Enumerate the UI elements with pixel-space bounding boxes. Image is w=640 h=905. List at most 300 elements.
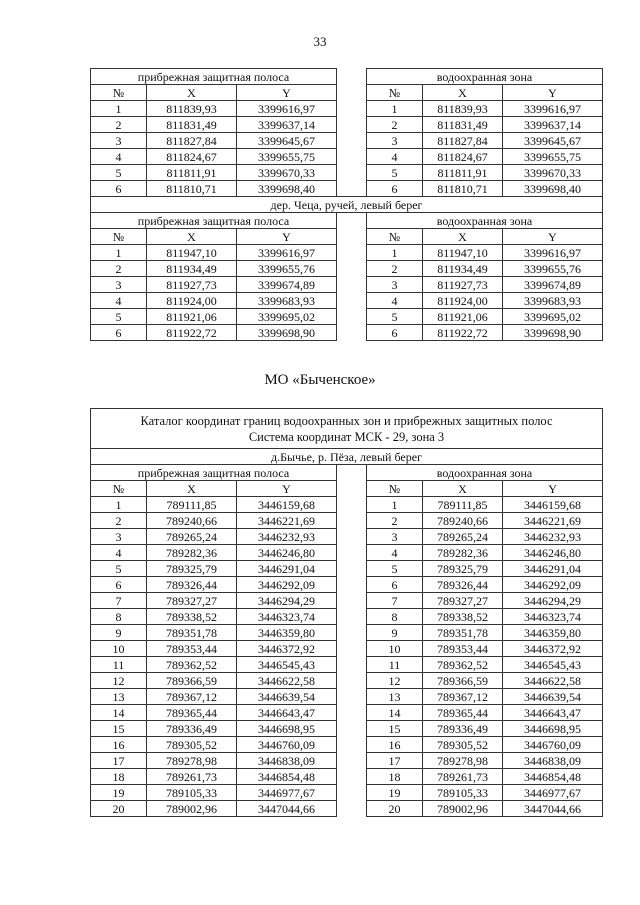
zone-header-row xyxy=(91,69,603,85)
y-value: 3446643,47 xyxy=(503,705,603,721)
row-number: 5 xyxy=(91,561,147,577)
column-gap xyxy=(337,325,367,341)
table-row xyxy=(91,561,603,577)
column-gap xyxy=(337,481,367,497)
x-value: 811947,10 xyxy=(423,245,503,261)
table-row xyxy=(91,801,603,817)
column-gap xyxy=(337,609,367,625)
table-row xyxy=(91,769,603,785)
row-number: 2 xyxy=(367,261,423,277)
row-number: 2 xyxy=(91,261,147,277)
row-number: 6 xyxy=(91,577,147,593)
x-value: 789105,33 xyxy=(423,785,503,801)
x-value: 789365,44 xyxy=(423,705,503,721)
catalog-title-line2: Система координат МСК - 29, зона 3 xyxy=(248,430,445,444)
row-number: 6 xyxy=(367,577,423,593)
row-number: 5 xyxy=(367,561,423,577)
row-number: 8 xyxy=(91,609,147,625)
y-header: Y xyxy=(237,85,337,101)
buffer-strip-header: прибрежная защитная полоса xyxy=(91,465,337,481)
x-value: 789105,33 xyxy=(147,785,237,801)
table-row xyxy=(91,625,603,641)
y-value: 3399645,67 xyxy=(503,133,603,149)
buffer-strip-header: прибрежная защитная полоса xyxy=(91,213,337,229)
x-value: 789362,52 xyxy=(423,657,503,673)
table-row xyxy=(91,657,603,673)
column-header-row xyxy=(91,481,603,497)
y-value: 3399637,14 xyxy=(503,117,603,133)
y-value: 3399616,97 xyxy=(237,101,337,117)
row-number: 16 xyxy=(367,737,423,753)
x-value: 811927,73 xyxy=(147,277,237,293)
x-value: 789278,98 xyxy=(147,753,237,769)
row-number: 3 xyxy=(367,529,423,545)
x-value: 789367,12 xyxy=(147,689,237,705)
y-value: 3399674,89 xyxy=(237,277,337,293)
column-gap xyxy=(337,229,367,245)
x-value: 789305,52 xyxy=(423,737,503,753)
table-row xyxy=(91,117,603,133)
y-value: 3446291,04 xyxy=(503,561,603,577)
table-row xyxy=(91,101,603,117)
row-number: 1 xyxy=(367,101,423,117)
y-value: 3399616,97 xyxy=(237,245,337,261)
x-value: 811922,72 xyxy=(423,325,503,341)
row-number: 8 xyxy=(367,609,423,625)
table-row xyxy=(91,705,603,721)
x-value: 811924,00 xyxy=(147,293,237,309)
table-row xyxy=(91,513,603,529)
y-value: 3446639,54 xyxy=(237,689,337,705)
table-row xyxy=(91,497,603,513)
column-gap xyxy=(337,545,367,561)
row-number: 1 xyxy=(367,497,423,513)
row-number: 9 xyxy=(367,625,423,641)
row-number: 3 xyxy=(367,277,423,293)
column-gap xyxy=(337,213,367,229)
x-header: X xyxy=(147,229,237,245)
column-gap xyxy=(337,529,367,545)
row-number: 19 xyxy=(91,785,147,801)
catalog-title-line1: Каталог координат границ водоохранных зон и прибрежных защитных полос xyxy=(140,414,553,428)
num-header: № xyxy=(367,229,423,245)
column-gap xyxy=(337,721,367,737)
row-number: 4 xyxy=(91,149,147,165)
row-number: 4 xyxy=(367,293,423,309)
y-value: 3446246,80 xyxy=(237,545,337,561)
table-row xyxy=(91,165,603,181)
table-body xyxy=(91,409,603,817)
column-gap xyxy=(337,641,367,657)
row-number: 2 xyxy=(367,117,423,133)
row-number: 4 xyxy=(367,545,423,561)
x-value: 789240,66 xyxy=(147,513,237,529)
row-number: 2 xyxy=(91,513,147,529)
y-value: 3446359,80 xyxy=(503,625,603,641)
y-value: 3399683,93 xyxy=(503,293,603,309)
row-number: 4 xyxy=(367,149,423,165)
y-value: 3446854,48 xyxy=(503,769,603,785)
column-gap xyxy=(337,149,367,165)
x-header: X xyxy=(423,85,503,101)
x-value: 789365,44 xyxy=(147,705,237,721)
x-value: 789111,85 xyxy=(423,497,503,513)
table-row xyxy=(91,245,603,261)
num-header: № xyxy=(91,85,147,101)
column-gap xyxy=(337,245,367,261)
x-value: 789327,27 xyxy=(423,593,503,609)
column-gap xyxy=(337,465,367,481)
x-value: 811924,00 xyxy=(423,293,503,309)
x-value: 789326,44 xyxy=(423,577,503,593)
y-value: 3399670,33 xyxy=(237,165,337,181)
table-row xyxy=(91,721,603,737)
water-zone-header: водоохранная зона xyxy=(367,213,603,229)
x-value: 789282,36 xyxy=(147,545,237,561)
x-value: 811811,91 xyxy=(147,165,237,181)
x-value: 811811,91 xyxy=(423,165,503,181)
row-number: 6 xyxy=(91,325,147,341)
y-value: 3446643,47 xyxy=(237,705,337,721)
buffer-strip-header: прибрежная защитная полоса xyxy=(91,69,337,85)
row-number: 3 xyxy=(91,277,147,293)
x-value: 811934,49 xyxy=(423,261,503,277)
x-value: 789002,96 xyxy=(423,801,503,817)
row-number: 18 xyxy=(91,769,147,785)
column-gap xyxy=(337,101,367,117)
x-value: 789336,49 xyxy=(423,721,503,737)
row-number: 2 xyxy=(367,513,423,529)
x-value: 789338,52 xyxy=(423,609,503,625)
location-label: дер. Чеца, ручей, левый берег xyxy=(91,197,603,213)
row-number: 11 xyxy=(91,657,147,673)
table-row xyxy=(91,689,603,705)
row-number: 1 xyxy=(367,245,423,261)
num-header: № xyxy=(367,481,423,497)
row-number: 12 xyxy=(367,673,423,689)
table-row xyxy=(91,609,603,625)
y-value: 3399698,90 xyxy=(237,325,337,341)
column-gap xyxy=(337,801,367,817)
zone-header-row xyxy=(91,213,603,229)
y-header: Y xyxy=(503,229,603,245)
row-number: 9 xyxy=(91,625,147,641)
y-value: 3446159,68 xyxy=(503,497,603,513)
y-value: 3446639,54 xyxy=(503,689,603,705)
row-number: 6 xyxy=(367,181,423,197)
row-number: 5 xyxy=(91,309,147,325)
y-value: 3447044,66 xyxy=(503,801,603,817)
table-row xyxy=(91,261,603,277)
num-header: № xyxy=(91,481,147,497)
row-number: 1 xyxy=(91,101,147,117)
x-header: X xyxy=(423,481,503,497)
x-value: 789265,24 xyxy=(147,529,237,545)
column-gap xyxy=(337,593,367,609)
table-row xyxy=(91,149,603,165)
row-number: 3 xyxy=(91,529,147,545)
y-value: 3446221,69 xyxy=(503,513,603,529)
column-header-row xyxy=(91,229,603,245)
row-number: 10 xyxy=(91,641,147,657)
table-row xyxy=(91,309,603,325)
location-row xyxy=(91,449,603,465)
x-value: 811839,93 xyxy=(147,101,237,117)
column-gap xyxy=(337,561,367,577)
y-header: Y xyxy=(503,85,603,101)
x-value: 789002,96 xyxy=(147,801,237,817)
column-gap xyxy=(337,69,367,85)
y-value: 3446294,29 xyxy=(237,593,337,609)
row-number: 6 xyxy=(91,181,147,197)
x-value: 789265,24 xyxy=(423,529,503,545)
row-number: 5 xyxy=(367,309,423,325)
x-header: X xyxy=(423,229,503,245)
y-value: 3446292,09 xyxy=(503,577,603,593)
y-value: 3446977,67 xyxy=(237,785,337,801)
column-gap xyxy=(337,165,367,181)
y-value: 3399655,75 xyxy=(237,149,337,165)
table-row xyxy=(91,577,603,593)
table-body xyxy=(91,69,603,341)
row-number: 20 xyxy=(367,801,423,817)
column-gap xyxy=(337,785,367,801)
row-number: 1 xyxy=(91,245,147,261)
y-value: 3446291,04 xyxy=(237,561,337,577)
row-number: 14 xyxy=(367,705,423,721)
y-value: 3399695,02 xyxy=(503,309,603,325)
y-value: 3446292,09 xyxy=(237,577,337,593)
x-value: 811927,73 xyxy=(423,277,503,293)
column-gap xyxy=(337,277,367,293)
y-value: 3447044,66 xyxy=(237,801,337,817)
y-value: 3446698,95 xyxy=(503,721,603,737)
x-value: 811934,49 xyxy=(147,261,237,277)
row-number: 20 xyxy=(91,801,147,817)
row-number: 1 xyxy=(91,497,147,513)
row-number: 10 xyxy=(367,641,423,657)
column-gap xyxy=(337,769,367,785)
table-row xyxy=(91,737,603,753)
y-value: 3446323,74 xyxy=(503,609,603,625)
table-row xyxy=(91,753,603,769)
row-number: 16 xyxy=(91,737,147,753)
x-value: 811810,71 xyxy=(423,181,503,197)
y-value: 3446622,58 xyxy=(237,673,337,689)
table-row xyxy=(91,277,603,293)
column-gap xyxy=(337,577,367,593)
column-gap xyxy=(337,689,367,705)
y-value: 3399655,76 xyxy=(503,261,603,277)
y-value: 3399637,14 xyxy=(237,117,337,133)
column-gap xyxy=(337,85,367,101)
y-value: 3446246,80 xyxy=(503,545,603,561)
row-number: 14 xyxy=(91,705,147,721)
row-number: 4 xyxy=(91,293,147,309)
x-value: 789261,73 xyxy=(147,769,237,785)
x-value: 811839,93 xyxy=(423,101,503,117)
x-value: 811831,49 xyxy=(147,117,237,133)
row-number: 17 xyxy=(367,753,423,769)
y-value: 3399655,75 xyxy=(503,149,603,165)
x-value: 811824,67 xyxy=(147,149,237,165)
column-gap xyxy=(337,673,367,689)
x-header: X xyxy=(147,481,237,497)
y-value: 3446698,95 xyxy=(237,721,337,737)
table-row xyxy=(91,593,603,609)
column-gap xyxy=(337,309,367,325)
row-number: 11 xyxy=(367,657,423,673)
row-number: 7 xyxy=(367,593,423,609)
x-value: 789367,12 xyxy=(423,689,503,705)
column-gap xyxy=(337,705,367,721)
column-gap xyxy=(337,497,367,513)
x-value: 811824,67 xyxy=(423,149,503,165)
x-value: 789366,59 xyxy=(147,673,237,689)
x-value: 811947,10 xyxy=(147,245,237,261)
catalog-title xyxy=(91,409,603,449)
y-value: 3446323,74 xyxy=(237,609,337,625)
y-value: 3446545,43 xyxy=(237,657,337,673)
x-value: 811921,06 xyxy=(147,309,237,325)
row-number: 18 xyxy=(367,769,423,785)
y-value: 3446622,58 xyxy=(503,673,603,689)
x-value: 789351,78 xyxy=(147,625,237,641)
x-value: 811831,49 xyxy=(423,117,503,133)
location-label: д.Бычье, р. Пёза, левый берег xyxy=(91,449,603,465)
row-number: 13 xyxy=(91,689,147,705)
x-value: 789353,44 xyxy=(147,641,237,657)
water-zone-header: водоохранная зона xyxy=(367,69,603,85)
column-gap xyxy=(337,261,367,277)
num-header: № xyxy=(367,85,423,101)
row-number: 5 xyxy=(91,165,147,181)
table-row xyxy=(91,529,603,545)
column-gap xyxy=(337,293,367,309)
column-gap xyxy=(337,753,367,769)
x-value: 789282,36 xyxy=(423,545,503,561)
column-gap xyxy=(337,181,367,197)
y-value: 3446359,80 xyxy=(237,625,337,641)
table-row xyxy=(91,293,603,309)
y-value: 3399655,76 xyxy=(237,261,337,277)
coordinates-table-chetsa xyxy=(90,68,603,341)
row-number: 15 xyxy=(91,721,147,737)
y-value: 3399698,40 xyxy=(237,181,337,197)
x-value: 789351,78 xyxy=(423,625,503,641)
row-number: 19 xyxy=(367,785,423,801)
y-value: 3399674,89 xyxy=(503,277,603,293)
column-gap xyxy=(337,657,367,673)
x-value: 811827,84 xyxy=(423,133,503,149)
y-value: 3446760,09 xyxy=(503,737,603,753)
x-value: 811921,06 xyxy=(423,309,503,325)
y-value: 3399670,33 xyxy=(503,165,603,181)
page-number: 33 xyxy=(313,34,327,49)
column-gap xyxy=(337,117,367,133)
x-header: X xyxy=(147,85,237,101)
x-value: 789336,49 xyxy=(147,721,237,737)
y-value: 3446221,69 xyxy=(237,513,337,529)
x-value: 811810,71 xyxy=(147,181,237,197)
y-value: 3399616,97 xyxy=(503,101,603,117)
column-header-row xyxy=(91,85,603,101)
water-zone-header: водоохранная зона xyxy=(367,465,603,481)
y-value: 3446760,09 xyxy=(237,737,337,753)
row-number: 17 xyxy=(91,753,147,769)
row-number: 2 xyxy=(91,117,147,133)
table-row xyxy=(91,133,603,149)
x-value: 789325,79 xyxy=(423,561,503,577)
table-row xyxy=(91,325,603,341)
x-value: 789366,59 xyxy=(423,673,503,689)
table-row xyxy=(91,545,603,561)
catalog-title-row xyxy=(91,409,603,449)
row-number: 4 xyxy=(91,545,147,561)
table-row xyxy=(91,673,603,689)
section-heading: МО «Быченское» xyxy=(264,372,376,388)
table-row xyxy=(91,641,603,657)
x-value: 789338,52 xyxy=(147,609,237,625)
table-row xyxy=(91,181,603,197)
y-header: Y xyxy=(237,481,337,497)
x-value: 789362,52 xyxy=(147,657,237,673)
num-header: № xyxy=(91,229,147,245)
y-value: 3446372,92 xyxy=(237,641,337,657)
row-number: 6 xyxy=(367,325,423,341)
column-gap xyxy=(337,133,367,149)
y-value: 3446545,43 xyxy=(503,657,603,673)
location-row xyxy=(91,197,603,213)
y-value: 3399616,97 xyxy=(503,245,603,261)
table-row xyxy=(91,785,603,801)
row-number: 12 xyxy=(91,673,147,689)
x-value: 789278,98 xyxy=(423,753,503,769)
x-value: 789240,66 xyxy=(423,513,503,529)
x-value: 811827,84 xyxy=(147,133,237,149)
x-value: 789326,44 xyxy=(147,577,237,593)
y-value: 3446232,93 xyxy=(237,529,337,545)
y-value: 3399695,02 xyxy=(237,309,337,325)
y-value: 3446294,29 xyxy=(503,593,603,609)
x-value: 789353,44 xyxy=(423,641,503,657)
row-number: 15 xyxy=(367,721,423,737)
x-value: 789325,79 xyxy=(147,561,237,577)
y-value: 3446854,48 xyxy=(237,769,337,785)
x-value: 789111,85 xyxy=(147,497,237,513)
x-value: 811922,72 xyxy=(147,325,237,341)
row-number: 7 xyxy=(91,593,147,609)
row-number: 3 xyxy=(367,133,423,149)
column-gap xyxy=(337,625,367,641)
row-number: 13 xyxy=(367,689,423,705)
x-value: 789305,52 xyxy=(147,737,237,753)
y-value: 3399698,90 xyxy=(503,325,603,341)
row-number: 5 xyxy=(367,165,423,181)
y-value: 3446232,93 xyxy=(503,529,603,545)
y-value: 3446838,09 xyxy=(237,753,337,769)
y-value: 3446372,92 xyxy=(503,641,603,657)
y-value: 3446977,67 xyxy=(503,785,603,801)
y-value: 3399698,40 xyxy=(503,181,603,197)
y-value: 3399645,67 xyxy=(237,133,337,149)
zone-header-row xyxy=(91,465,603,481)
y-value: 3399683,93 xyxy=(237,293,337,309)
y-header: Y xyxy=(503,481,603,497)
y-value: 3446838,09 xyxy=(503,753,603,769)
column-gap xyxy=(337,737,367,753)
y-header: Y xyxy=(237,229,337,245)
